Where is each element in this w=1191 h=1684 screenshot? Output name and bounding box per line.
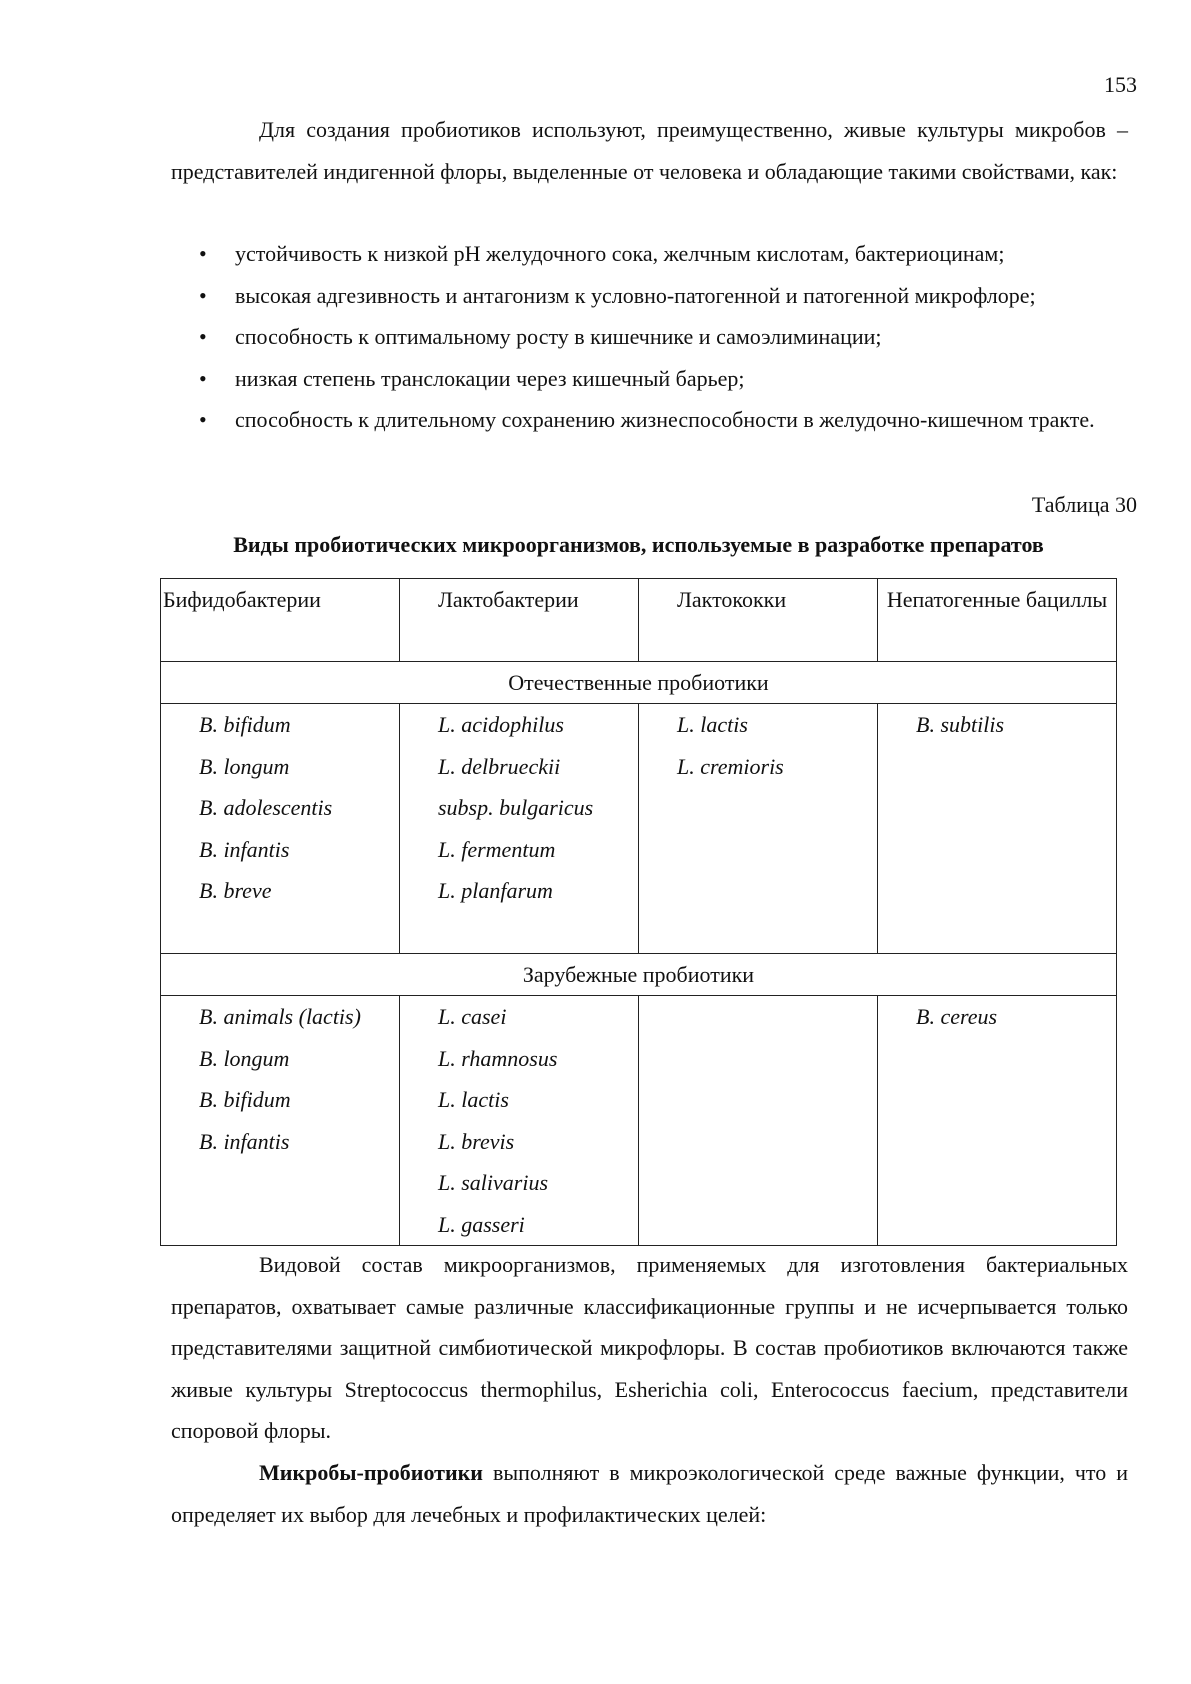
species-list	[639, 704, 877, 787]
species-item: L. delbrueckii	[438, 753, 561, 779]
species-list	[878, 996, 1116, 1038]
list-item	[171, 399, 1128, 441]
species-item: B. longum	[199, 753, 290, 779]
species-list	[400, 704, 638, 912]
section-title-domestic: Отечественные пробиотики	[161, 662, 1117, 704]
section-title-foreign: Зарубежные пробиотики	[161, 954, 1117, 996]
list-item-text: низкая степень транслокации через кишечный барьер;	[235, 365, 745, 391]
table-row	[161, 996, 1117, 1246]
page-number: 153	[1104, 72, 1137, 97]
list-item	[171, 275, 1128, 317]
list-item-text: способность к оптимальному росту в кишечнике и самоэлиминации;	[235, 324, 882, 349]
intro-paragraph	[171, 109, 1128, 192]
species-item: B. breve	[199, 878, 272, 903]
species-item: B. cereus	[916, 1004, 998, 1029]
species-item: L. lactis	[677, 712, 748, 737]
header-lactobacteria: Лактобактерии	[400, 579, 639, 662]
bullet-icon: •	[199, 407, 207, 432]
species-item: B. infantis	[199, 1128, 290, 1154]
species-item: subsp. bulgaricus	[438, 795, 594, 820]
species-list	[161, 996, 399, 1162]
probiotics-table	[160, 578, 1117, 1246]
table-cell	[400, 996, 639, 1246]
table-caption: Виды пробиотических микроорганизмов, используемые в разработке препаратов	[233, 532, 1044, 557]
header-bifidobacteria: Бифидобактерии	[161, 579, 400, 662]
list-item-text: высокая адгезивность и антагонизм к условно-патогенной и патогенной микрофлоре;	[235, 282, 1036, 308]
species-list	[400, 996, 638, 1245]
table-cell	[161, 704, 400, 954]
properties-list	[171, 233, 1128, 441]
species-item: B. bifidum	[199, 712, 291, 737]
table-section-row	[161, 662, 1117, 704]
list-item	[171, 316, 1128, 358]
bullet-icon: •	[199, 365, 207, 391]
species-item: B. subtilis	[916, 712, 1005, 737]
table-cell-empty	[639, 996, 878, 1246]
table-section-row	[161, 954, 1117, 996]
table-row	[161, 704, 1117, 954]
functions-paragraph	[171, 1452, 1128, 1535]
bullet-icon: •	[199, 282, 207, 308]
species-list	[878, 704, 1116, 746]
species-item: L. gasseri	[438, 1211, 525, 1237]
species-item: L. planfarum	[438, 878, 553, 903]
species-item: B. bifidum	[199, 1087, 291, 1112]
header-bacilli: Непатогенные бациллы	[878, 579, 1117, 662]
table-cell	[161, 996, 400, 1246]
species-item: L. fermentum	[438, 836, 556, 862]
species-item: B. animals (lactis)	[199, 1004, 361, 1029]
species-item: L. rhamnosus	[438, 1045, 558, 1071]
list-item-text: устойчивость к низкой pH желудочного сока, желчным кислотам, бактериоцинам;	[235, 241, 1005, 266]
species-item: L. acidophilus	[438, 712, 564, 737]
table-cell	[400, 704, 639, 954]
species-item: L. lactis	[438, 1087, 509, 1112]
species-item: L. brevis	[438, 1128, 515, 1154]
species-item: B. infantis	[199, 836, 290, 862]
list-item	[171, 358, 1128, 400]
intro-text: Для создания пробиотиков используют, преимущественно, живые культуры микробов – представителей индигенной флоры, выделенные от человека и обладающие такими свойствами, как:	[171, 117, 1128, 184]
species-item: L. casei	[438, 1004, 507, 1029]
bullet-icon: •	[199, 241, 207, 266]
header-lactococci: Лактококки	[639, 579, 878, 662]
species-item: B. longum	[199, 1045, 290, 1071]
species-item: L. salivarius	[438, 1170, 549, 1195]
bold-term: Микробы-пробиотики	[259, 1460, 483, 1485]
table-cell	[639, 704, 878, 954]
closing-paragraph	[171, 1244, 1128, 1452]
table-cell	[878, 996, 1117, 1246]
functions-text: выполняют в микроэкологической среде важные функции, что и определяет их выбор для лечебных и профилактических целей:	[171, 1460, 1128, 1527]
list-item	[171, 233, 1128, 275]
species-item: L. cremioris	[677, 753, 784, 779]
species-item: B. adolescentis	[199, 795, 333, 820]
table-cell	[878, 704, 1117, 954]
table-header-row	[161, 579, 1117, 662]
closing-text: Видовой состав микроорганизмов, применяемых для изготовления бактериальных препаратов, охватывает самые различные классификационные группы и не исчерпывается только представителями защитной симбиотической микрофлоры. В состав пробиотиков включаются также живые культуры Streptococcus thermophilus, Esherichia coli, Enterococcus faecium, представители споровой флоры.	[171, 1252, 1128, 1443]
bullet-icon: •	[199, 324, 207, 349]
list-item-text: способность к длительному сохранению жизнеспособности в желудочно-кишечном тракте.	[235, 407, 1095, 432]
table-label: Таблица 30	[1031, 492, 1137, 517]
species-list	[161, 704, 399, 912]
